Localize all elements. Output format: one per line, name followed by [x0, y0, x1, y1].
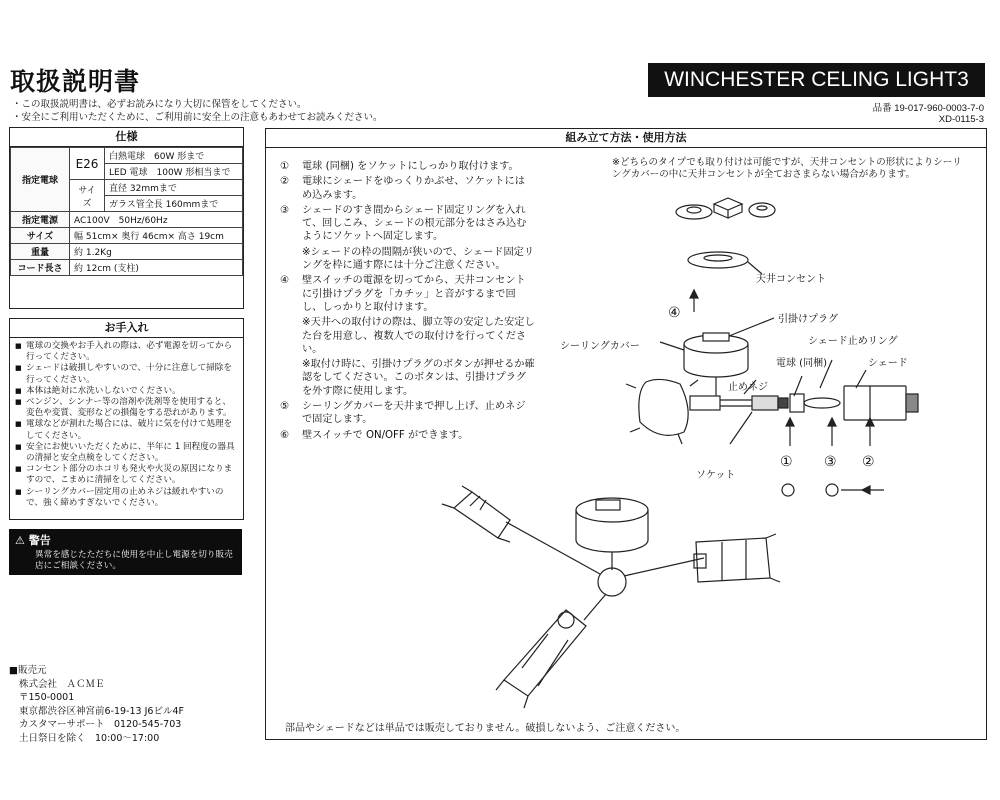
- step-number: ⑤: [280, 401, 290, 413]
- seller-support: カスタマーサポート 0120-545-703: [19, 719, 182, 731]
- spec-power-value: AC100V 50Hz/60Hz: [70, 212, 243, 228]
- product-name-badge: WINCHESTER CELING LIGHT3: [648, 63, 985, 97]
- care-box: [9, 318, 244, 520]
- label-bulb: 電球 (同梱): [776, 358, 827, 369]
- care-item: ■ 本体は絶対に水洗いしないでください。: [26, 386, 239, 397]
- spec-bulb-line: LED 電球 100W 形相当まで: [105, 164, 243, 180]
- assembly-footer-note: 部品やシェードなどは単品では販売しておりません。破損しないよう、ご注意ください。: [285, 723, 686, 734]
- step-text: シェードのすき間からシェード固定リングを入れて、回しこみ、シェードの根元部分をはさみ込むようにソケットへ固定します。: [302, 204, 527, 243]
- label-ceiling-cover: シーリングカバー: [560, 341, 640, 352]
- care-item: ■ ベンジン、シンナー等の溶剤や洗剤等を使用すると、変色や変質、変形などの損傷をする恐れがあります。: [26, 397, 239, 419]
- label-shade-ring: シェード止めリング: [808, 336, 898, 347]
- care-list: [10, 341, 243, 509]
- step-text: シーリングカバーを天井まで押し上げ、止めネジで固定します。: [302, 401, 526, 426]
- step-number: ④: [280, 275, 290, 287]
- spec-size-line: 直径 32mmまで: [105, 180, 243, 196]
- outlet-type-b-icon: [714, 198, 742, 218]
- step-text: ※取付け時に、引掛けプラグのボタンが押せるか確認をしてください。このボタンは、引掛けプラグを外す際に使用します。: [302, 359, 535, 397]
- step-text: 電球にシェードをゆっくりかぶせ、ソケットにはめ込みます。: [302, 176, 525, 201]
- seller-postal: 〒150-0001: [19, 692, 75, 704]
- warning-text: 異常を感じたただちに使用を中止し電源を切り販売店にご相談ください。: [35, 550, 233, 571]
- assembly-diagram: [266, 190, 984, 715]
- care-item: ■ シーリングカバー固定用の止めネジは緩れやすいので、強く締めすぎないでください。: [26, 487, 239, 509]
- spec-weight-label: 重量: [11, 244, 70, 260]
- step-number: ①: [280, 161, 290, 172]
- care-item: ■ 安全にお使いいただくために、半年に 1 回程度の器具の清掃と安全点検をしてください。: [26, 442, 239, 464]
- care-item: ■ 電球などが割れた場合には、破片に気を付けて処理をしてください。: [26, 419, 239, 441]
- spec-table: [10, 147, 243, 276]
- step-number: ③: [280, 204, 290, 216]
- warning-heading: 警告: [28, 534, 51, 547]
- spec-dims-value: 幅 51cm× 奥行 46cm× 高さ 19cm: [70, 228, 243, 244]
- label-hook-plug: 引掛けプラグ: [778, 314, 838, 325]
- label-shade: シェード: [868, 358, 908, 369]
- product-code: 品番 19-017-960-0003-7-0: [872, 103, 984, 114]
- assembly-heading: 組み立て方法・使用方法: [266, 129, 986, 148]
- care-item: ■ コンセント部分のホコリも発火や火災の原因になりますので、こまめに清掃をしてください。: [26, 464, 239, 486]
- label-step-1: ①: [780, 454, 793, 470]
- care-item: ■ 電球の交換やお手入れの際は、必ず電源を切ってから行ってください。: [26, 341, 239, 363]
- spec-box: [9, 127, 244, 309]
- step-text: 壁スイッチで ON/OFF ができます。: [302, 429, 469, 441]
- label-step-2: ②: [862, 454, 875, 470]
- seller-hours: 土日祭日を除く 10:00〜17:00: [19, 732, 160, 744]
- assembly-step: [280, 160, 535, 173]
- spec-cord-label: コード長さ: [11, 260, 70, 276]
- spec-weight-value: 約 1.2Kg: [70, 244, 243, 260]
- step-text: 壁スイッチの電源を切ってから、天井コンセントに引掛けプラグを「カチッ」と音がするまで回し、しっかりと取付けます。: [302, 275, 526, 313]
- seller-company: 株式会社 ＡＣＭＥ: [19, 678, 105, 690]
- step-text: ※天井への取付けの際は、脚立等の安定した安定した台を用意し、複数人での取付けを行ってください。: [302, 317, 535, 355]
- label-set-screw: 止めネジ: [728, 382, 768, 393]
- step-number: ②: [280, 176, 290, 188]
- spec-bulb-label: 指定電球: [11, 148, 70, 212]
- spec-dims-label: サイズ: [11, 228, 70, 244]
- spec-socket: E26: [70, 148, 105, 180]
- spec-power-label: 指定電源: [11, 212, 70, 228]
- document-title: 取扱説明書: [10, 67, 141, 96]
- label-socket: ソケット: [696, 470, 736, 481]
- spec-bulb-line: 白熱電球 60W 形まで: [105, 148, 243, 164]
- spec-cord-value: 約 12cm (支柱): [70, 260, 243, 276]
- ceiling-outlet-drawing: [688, 252, 748, 268]
- warning-box: [9, 529, 242, 575]
- warning-triangle-icon: ⚠: [15, 534, 25, 547]
- label-step-3: ③: [824, 454, 837, 470]
- label-step-4: ④: [668, 305, 681, 321]
- spec-size-line: ガラス管全長 160mmまで: [105, 196, 243, 212]
- seller-info: [9, 664, 184, 746]
- intro-line: ・この取扱説明書は、必ずお読みになり大切に保管をしてください。: [12, 99, 307, 110]
- care-item: ■ シェードは破損しやすいので、十分に注意して掃除を行ってください。: [26, 363, 239, 385]
- model-code: XD-0115-3: [938, 114, 984, 125]
- label-ceiling-outlet: 天井コンセント: [756, 274, 826, 285]
- step-text: 電球 (同梱) をソケットにしっかり取付けます。: [302, 161, 519, 172]
- installation-note: ※どちらのタイプでも取り付けは可能ですが、天井コンセントの形状によりシーリングカバーの中に天井コンセントが全ておさまらない場合があります。: [612, 157, 962, 180]
- seller-heading: ■販売元: [9, 665, 47, 676]
- spec-heading: 仕様: [10, 128, 243, 147]
- step-text: ※シェードの枠の間隔が狭いので、シェード固定リングを枠に通す際には十分ご注意ください。: [302, 246, 535, 272]
- spec-size-label: サイズ: [70, 180, 105, 212]
- step-number: ⑥: [280, 429, 290, 441]
- seller-address: 東京都渋谷区神宮前6-19-13 J6ビル4F: [19, 705, 184, 717]
- intro-line: ・安全にご利用いただくために、ご利用前に安全上の注意もあわせてお読みください。: [12, 112, 383, 123]
- intro-notes: [12, 98, 383, 124]
- care-heading: お手入れ: [10, 319, 243, 338]
